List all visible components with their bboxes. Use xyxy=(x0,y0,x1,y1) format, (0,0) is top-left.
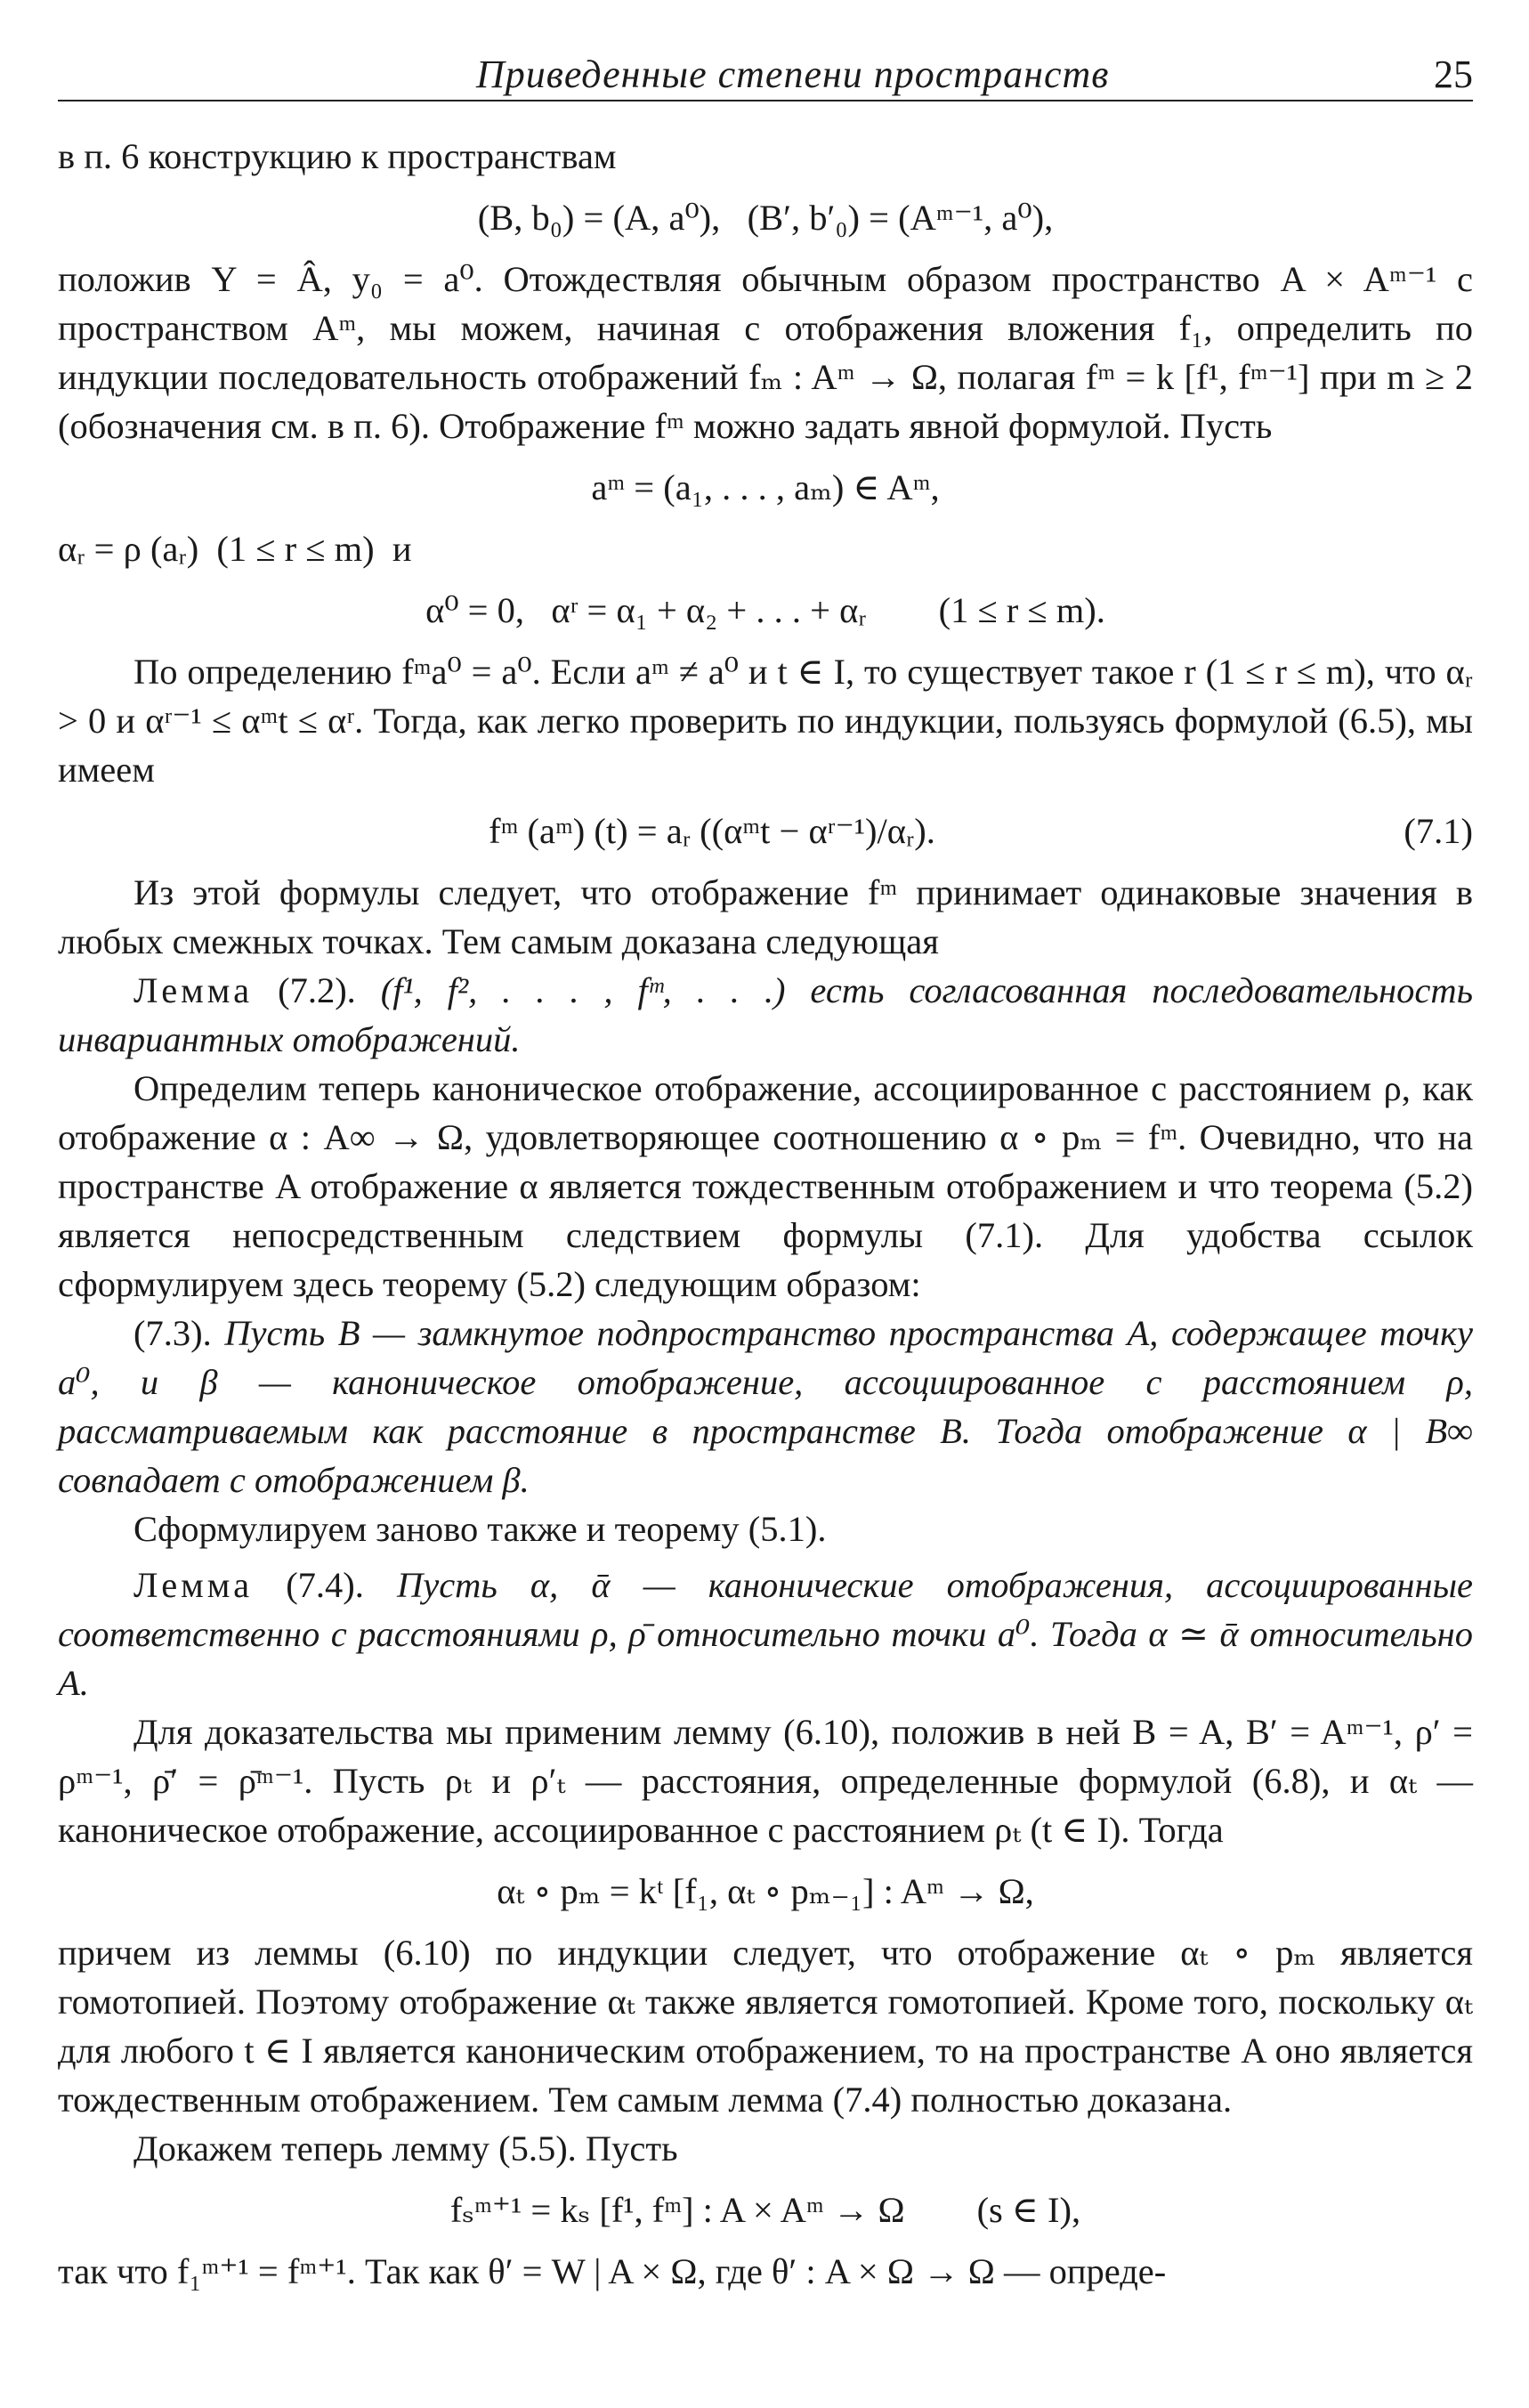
page-number: 25 xyxy=(1434,53,1473,96)
running-header xyxy=(58,52,1473,98)
lemma-statement: Пусть α, ᾱ — канонические отображения, ассоциированные соответственно с расстояниями ρ, ρ̄ относительно точки a⁰. Тогда α ≃ ᾱ относительно A. xyxy=(58,1565,1473,1703)
running-title: Приведенные степени пространств xyxy=(476,53,1110,96)
lemma-number: (7.2). xyxy=(278,970,356,1010)
paragraph: Для доказательства мы применим лемму (6.10), положив в ней B = A, B′ = Aᵐ⁻¹, ρ′ = ρᵐ⁻¹, ρ̄′ = ρ̄ᵐ⁻¹. Пусть ρₜ и ρ′ₜ — расстояния, определенные формулой (6.8), и αₜ — каноническое отображение, ассоциированное с расстоянием ρₜ (t ∈ I). Тогда xyxy=(58,1712,1473,1850)
display-equation: αₜ ∘ pₘ = kᵗ [f₁, αₜ ∘ pₘ₋₁] : Aᵐ → Ω, xyxy=(497,1871,1034,1911)
lemma-7-2 xyxy=(58,966,1473,1064)
paragraph: αᵣ = ρ (aᵣ) (1 ≤ r ≤ m) и xyxy=(58,529,412,569)
equation-body: fᵐ (aᵐ) (t) = aᵣ ((αᵐt − αʳ⁻¹)/αᵣ). xyxy=(489,811,935,851)
header-rule xyxy=(58,100,1473,101)
paragraph: положив Y = Â, y₀ = a⁰. Отождествляя обычным образом пространство A × Aᵐ⁻¹ с пространством Aᵐ, мы можем, начиная с отображения вложения f₁, определить по индукции последовательность отображений fₘ : Aᵐ → Ω, полагая fᵐ = k [f¹, fᵐ⁻¹] при m ≥ 2 (обозначения см. в п. 6). Отображение fᵐ можно задать явной формулой. Пусть xyxy=(58,259,1473,446)
equation-number: (7.1) xyxy=(1404,811,1473,851)
display-equation: fₛᵐ⁺¹ = kₛ [f¹, fᵐ] : A × Aᵐ → Ω (s ∈ I), xyxy=(449,2190,1081,2230)
page-body xyxy=(58,132,1473,2296)
paragraph: По определению fᵐa⁰ = a⁰. Если aᵐ ≠ a⁰ и t ∈ I, то существует такое r (1 ≤ r ≤ m), что αᵣ > 0 и αʳ⁻¹ ≤ αᵐt ≤ αʳ. Тогда, как легко проверить по индукции, пользуясь формулой (6.5), мы имеем xyxy=(58,652,1473,790)
lemma-label: Лемма xyxy=(133,1565,254,1605)
lemma-number: (7.4). xyxy=(286,1565,364,1605)
lemma-statement: (f¹, f², . . . , fᵐ, . . .) есть согласованная последовательность инвариантных отображений. xyxy=(58,970,1474,1059)
theorem-number: (7.3). xyxy=(133,1313,212,1353)
display-equation: aᵐ = (a₁, . . . , aₘ) ∈ Aᵐ, xyxy=(591,467,940,507)
lemma-label: Лемма xyxy=(133,970,254,1010)
book-page xyxy=(58,0,1473,2408)
paragraph: Докажем теперь лемму (5.5). Пусть xyxy=(133,2128,678,2169)
numbered-equation xyxy=(58,807,1473,855)
paragraph: Из этой формулы следует, что отображение fᵐ принимает одинаковые значения в любых смежных точках. Тем самым доказана следующая xyxy=(58,872,1473,961)
display-equation: (B, b₀) = (A, a⁰), (B′, b′₀) = (Aᵐ⁻¹, a⁰), xyxy=(477,198,1054,238)
paragraph: так что f₁ᵐ⁺¹ = fᵐ⁺¹. Так как θ′ = W | A × Ω, где θ′ : A × Ω → Ω — опреде- xyxy=(58,2251,1167,2291)
display-equation: α⁰ = 0, αʳ = α₁ + α₂ + . . . + αᵣ (1 ≤ r ≤ m). xyxy=(425,590,1105,630)
theorem-7-3 xyxy=(58,1309,1473,1504)
theorem-statement: Пусть B — замкнутое подпространство пространства A, содержащее точку a⁰, и β — каноническое отображение, ассоциированное с расстоянием ρ, рассматриваемым как расстояние в пространстве B. Тогда отображение α | B∞ совпадает с отображением β. xyxy=(58,1313,1473,1500)
paragraph: Сформулируем заново также и теорему (5.1). xyxy=(133,1509,827,1549)
paragraph: Определим теперь каноническое отображение, ассоциированное с расстоянием ρ, как отображение α : A∞ → Ω, удовлетворяющее соотношению α ∘ pₘ = fᵐ. Очевидно, что на пространстве A отображение α является тождественным отображением и что теорема (5.2) является непосредственным следствием формулы (7.1). Для удобства ссылок сформулируем здесь теорему (5.2) следующим образом: xyxy=(58,1068,1473,1304)
paragraph: в п. 6 конструкцию к пространствам xyxy=(58,136,617,176)
lemma-7-4 xyxy=(58,1561,1473,1707)
paragraph: причем из леммы (6.10) по индукции следует, что отображение αₜ ∘ pₘ является гомотопией. Поэтому отображение αₜ также является гомотопией. Кроме того, поскольку αₜ для любого t ∈ I является каноническим отображением, то на пространстве A оно является тождественным отображением. Тем самым лемма (7.4) полностью доказана. xyxy=(58,1933,1473,2120)
